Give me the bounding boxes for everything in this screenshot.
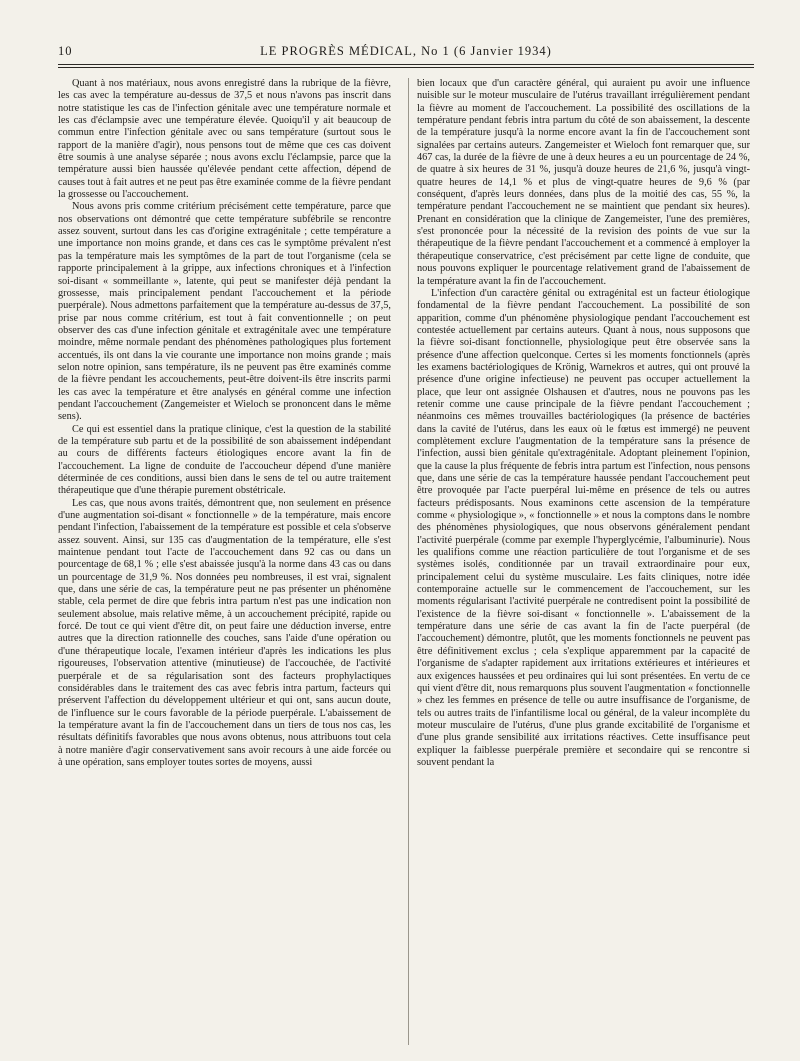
- paragraph: Les cas, que nous avons traités, démontrent que, non seulement en présence d'une augmentation soi-disant « fonctionnelle » de la température, mais encore pendant l'infection, l'abaissement de la température est possible et cela s'observe assez souvent. Ainsi, sur 135 cas d'augmentation de la température, elle s'est maintenue pendant tout l'acte de l'accouchement dans 92 cas ou dans un pourcentage de 68,1 % ; elle s'est abaissée jusqu'à la norme dans 43 cas ou dans un pourcentage de 31,9 %. Nos données peu nombreuses, il est vrai, signalent que, dans une série de cas, la température peut ne pas présenter un phénomène stable, cela permet de dire que febris intra partum n'est pas une indication non seulement absolue, mais relative même, à un accouchement précipité, rapide ou forcé. De tout ce qui vient d'être dit, on peut faire une déduction inverse, entre autres que la direction rationnelle des couches, sans l'aide d'une opération ou d'une thérapeutique locale, l'examen intérieur d'après les indications les plus rigoureuses, l'observation attentive (minutieuse) de l'accouchée, de l'activité puerpérale et de sa régularisation sont des facteurs prophylactiques considérables dans le traitement des cas avec febris intra partum, facteurs qui préservent l'affection du développement ultérieur et qui ont, sans aucun doute, de l'influence sur le cours favorable de la période puerpérale. L'abaissement de la température avant la fin de l'accouchement dans un tiers de tous nos cas, les résultats définitifs favorables que nous avons obtenus, nous attribuons tout cela à notre manière d'agir conservativement sans avoir recours à une aide forcée ou à une opération, sans employer toutes sortes de moyens, aussi: [58, 497, 391, 768]
- column-divider: [408, 78, 409, 1045]
- left-column: [58, 78, 391, 769]
- paragraph: bien locaux que d'un caractère général, qui auraient pu avoir une influence nuisible sur le moteur musculaire de l'utérus travaillant irrégulièrement pendant la fièvre au moment de l'accouchement. La possibilité des oscillations de la température pendant febris intra partum du côté de son abaissement, la descente de la température jusqu'à la norme encore avant la fin de l'accouchement sont signalées par certains auteurs. Zangemeister et Wieloch font remarquer que, sur 467 cas, la durée de la fièvre de une à deux heures a eu un pourcentage de 24 %, de quatre à six heures de 31 %, jusqu'à douze heures de 21,6 %, jusqu'à vingt-quatre heures de 14,1 % et plus de vingt-quatre heures de 9,6 % (par conséquent, d'après leurs données, dans plus de la moitié des cas, 55 %, la température pendant l'accouchement ne se maintient que pendant six heures). Prenant en considération que la clinique de Zangemeister, l'une des premières, s'est prononcée pour la nécessité de la revision des points de vue sur la thérapeutique de la fièvre pendant l'accouchement et a commencé à employer la thérapeutique conservatrice, c'est précisément par cette ligne de conduite, que nous pouvons expliquer le pourcentage relativement grand de l'abaissement de la température avant la fin de l'accouchement.: [417, 78, 750, 287]
- header-rule-bottom: [58, 67, 754, 68]
- paragraph: Nous avons pris comme critérium précisément cette température, parce que nos observations ont démontré que cette température subfébrile se rencontre assez souvent, surtout dans les cas d'origine extragénitale ; cette température a une importance non moins grande, et dans ces cas le symptôme prévalent n'est pas la température mais les symptômes de la part de tout l'organisme (cela se rapporte principalement à la grippe, aux infections chroniques et à l'infection soi-disant « sommeillante », latente, qui peut se manifester déjà pendant la grossesse, mais principalement pendant l'accouchement et la période puerpérale). Nous admettons parfaitement que la température au-dessus de 37,5, prise par nous comme critérium, est tout à fait conventionnelle ; on peut observer des cas d'une infection génitale et extragénitale avec une température moindre, même normale pendant des phénomènes pathologiques plus fortement accentués, ils ont dans la vie courante une importance non moins grande ; mais selon notre opinion, sans température, ils ne peuvent pas être examinés comme de la fièvre pendant les accouchements, peut-être doivent-ils être inscrits parmi les cas avec la température et être analysés en général comme une infection pendant l'accouchement (Zangemeister et Wieloch se prononcent dans le même sens).: [58, 201, 391, 423]
- paragraph: L'infection d'un caractère génital ou extragénital est un facteur étiologique fondamental de la fièvre pendant l'accouchement. La possibilité de son apparition, comme d'un phénomène physiologique pendant l'accouchement est contestée actuellement par certains auteurs. Quant à nous, nous supposons que la fièvre soi-disant fonctionnelle, physiologique peut être observée sans la présence d'une affection quelconque. Certes si les moments fonctionnels (après les examens bactériologiques de Krönig, Warnekros et autres, qui ont prouvé la présence d'une origine infectieuse) ne peuvent pas occuper actuellement la place, que leur ont assignée Olshausen et d'autres, nous ne pouvons pas les retenir comme une cause principale de la fièvre pendant l'accouchement ; néanmoins ces mêmes trouvailles bactériologiques (la présence de bactéries dans la cavité de l'utérus, dans les eaux où le fœtus est immergé) ne peuvent complètement exclure l'augmentation de la température sans la présence de l'infection, aussi bien génitale qu'extragénitale. Adoptant pleinement l'opinion, que la cause la plus fréquente de febris intra partum est l'infection, nous pensons que, dans une série de cas la température haussée pendant l'accouchement peut être provoquée par l'acte puerpéral lui-même en présence de tels ou autres facteurs prédisposants. Nous examinons cette ascension de la température comme « physiologique », « fonctionnelle » et nous la comptons dans le nombre des phénomènes physiologiques, que nous observons généralement pendant l'activité puerpérale (comme par exemple l'hyperglycémie, l'albuminurie). Nous les qualifions comme une réaction particulière de tout l'organisme et de ses systèmes isolés, conditionnée par un travail extraordinaire pour eux, principalement celui du système musculaire. Les faits cliniques, notre idée contemporaine actuelle sur le commencement de l'accouchement, sur les moments régularisant l'activité puerpérale ne contredisent point la possibilité de l'existence de la fièvre soi-disant « fonctionnelle ». L'abaissement de la température dans une série de cas avant la fin de l'acte puerpéral (de l'accouchement) démontre, plutôt, que les moments fonctionnels ne peuvent pas être définitivement exclus ; cela s'explique apparemment par la capacité de l'organisme de s'adapter rapidement aux irritations extérieures et intérieures et aux exigences haussées et peu ordinaires qui lui sont présentées. En vertu de ce qui vient d'être dit, nous remarquons plus souvent l'augmentation « fonctionnelle » chez les femmes en présence de telle ou autre insuffisance de l'organisme, de tels ou autres traits de l'infantilisme local ou général, de la valeur incomplète du moteur musculaire de l'utérus, d'une plus grande excitabilité de l'organisme et d'une plus grande sensibilité aux irritations réactives. Cette insuffisance peut expliquer la faiblesse puerpérale première et secondaire qui se rencontre si souvent pendant la: [417, 287, 750, 768]
- paragraph: Ce qui est essentiel dans la pratique clinique, c'est la question de la stabilité de la température sub partu et de la possibilité de son abaissement indépendant au cours de différents facteurs étiologiques encore avant la fin de l'accouchement. La ligne de conduite de l'accoucheur dépend d'une manière déterminée de ces conditions, aussi bien dans le sens de tel ou autre traitement thérapeutique que d'une thérapie purement obstétricale.: [58, 423, 391, 497]
- right-column: [417, 78, 750, 769]
- running-title: LE PROGRÈS MÉDICAL, No 1 (6 Janvier 1934): [260, 44, 552, 58]
- paragraph: Quant à nos matériaux, nous avons enregistré dans la rubrique de la fièvre, les cas avec la température au-dessus de 37,5 et nous n'avons pas inscrit dans notre statistique les cas de l'infection génitale avec une température normale et les cas d'éclampsie avec une température élevée. Quoiqu'il y ait beaucoup de commun entre l'infection génitale avec ou sans température (surtout sous le rapport de la manière d'agir), nous pensons tout de même que ces cas doivent être soumis à une analyse séparée ; nous avons exclu l'éclampsie, parce que la température aussi bien haussée qu'élevée pendant cette affection, dépend de causes tout à fait autres et ne peut pas être examinée comme de la fièvre pendant la grossesse ou l'accouchement.: [58, 78, 391, 201]
- page-header: [58, 44, 754, 64]
- page-number: 10: [58, 44, 73, 58]
- header-rule-top: [58, 64, 754, 65]
